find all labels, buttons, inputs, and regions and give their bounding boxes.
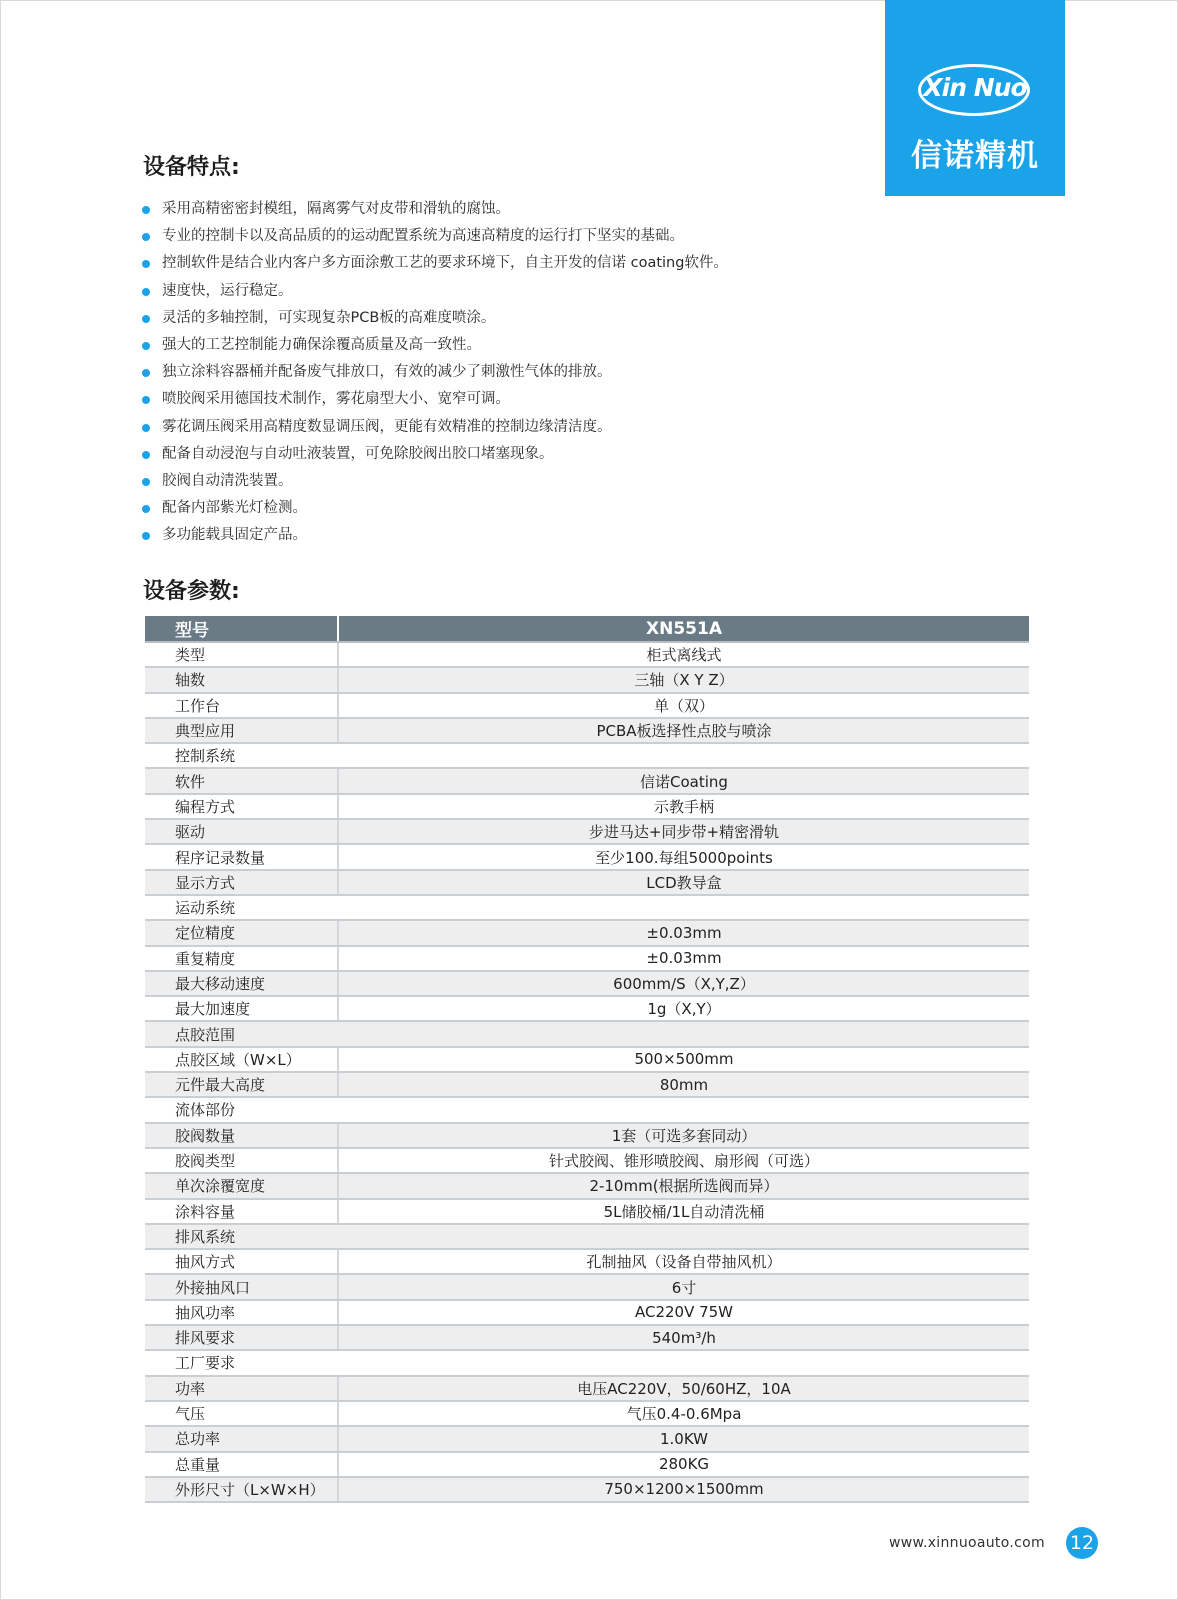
spec-row [145,1325,1029,1350]
bullet-dot-icon [142,315,150,323]
spec-label: 点胶区域（W×L） [145,1047,338,1072]
spec-value: 2-10mm(根据所选阀而异） [338,1173,1029,1198]
spec-value: ±0.03mm [338,946,1029,971]
spec-value: AC220V 75W [338,1300,1029,1325]
bullet-dot-icon [142,288,150,296]
spec-row [145,667,1029,692]
spec-row [145,794,1029,819]
spec-label: 抽风功率 [145,1300,338,1325]
spec-row [145,1097,1029,1122]
feature-item [142,414,728,441]
spec-label: 单次涂覆宽度 [145,1173,338,1198]
spec-row [145,743,1029,768]
feature-text: 独立涂料容器桶并配备废气排放口，有效的减少了刺激性气体的排放。 [162,364,612,381]
spec-label: 总功率 [145,1426,338,1451]
bullet-dot-icon [142,369,150,377]
feature-item [142,386,728,413]
spec-row [145,1021,1029,1046]
feature-text: 喷胶阀采用德国技术制作，雾花扇型大小、宽窄可调。 [162,391,510,408]
spec-value: 600mm/S（X,Y,Z） [338,971,1029,996]
spec-row [145,1199,1029,1224]
header-label: 型号 [145,616,338,642]
spec-value: 1套（可选多套同动） [338,1123,1029,1148]
spec-row [145,946,1029,971]
spec-label: 涂料容量 [145,1199,338,1224]
spec-label: 胶阀数量 [145,1123,338,1148]
spec-row [145,920,1029,945]
feature-text: 专业的控制卡以及高品质的的运动配置系统为高速高精度的运行打下坚实的基础。 [162,228,684,245]
spec-row [145,971,1029,996]
spec-label: 运动系统 [145,895,338,920]
spec-value [338,1097,1029,1122]
spec-label: 软件 [145,768,338,793]
feature-text: 采用高精密密封模组，隔离雾气对皮带和滑轨的腐蚀。 [162,201,510,217]
bullet-dot-icon [142,233,150,241]
feature-item [142,278,728,305]
spec-row [145,870,1029,895]
spec-row [145,1249,1029,1274]
spec-row [145,1123,1029,1148]
spec-value: 1g（X,Y） [338,996,1029,1021]
spec-label: 编程方式 [145,794,338,819]
spec-label: 轴数 [145,667,338,692]
spec-row [145,1300,1029,1325]
spec-row [145,1224,1029,1249]
bullet-dot-icon [142,424,150,432]
bullet-dot-icon [142,206,150,214]
specs-title: 设备参数: [143,579,240,604]
spec-label: 抽风方式 [145,1249,338,1274]
spec-value: 500×500mm [338,1047,1029,1072]
spec-label: 最大加速度 [145,996,338,1021]
logo-chinese-text: 信诺精机 [911,138,1039,174]
spec-value: 柜式离线式 [338,642,1029,667]
feature-text: 控制软件是结合业内客户多方面涂敷工艺的要求环境下，自主开发的信诺 coating软件。 [162,255,728,272]
spec-row [145,1452,1029,1477]
spec-value: 三轴（X Y Z） [338,667,1029,692]
spec-value [338,1224,1029,1249]
spec-label: 排风要求 [145,1325,338,1350]
feature-text: 配备内部紫光灯检测。 [162,500,307,517]
spec-label: 外接抽风口 [145,1274,338,1299]
spec-value [338,743,1029,768]
footer-url: www.xinnuoauto.com [889,1535,1045,1551]
spec-row [145,1477,1029,1502]
spec-value [338,1021,1029,1046]
header-model: XN551A [338,616,1029,642]
spec-label: 最大移动速度 [145,971,338,996]
feature-item [142,468,728,495]
spec-label: 胶阀类型 [145,1148,338,1173]
spec-label: 排风系统 [145,1224,338,1249]
spec-row [145,1426,1029,1451]
spec-label: 显示方式 [145,870,338,895]
spec-label: 外形尺寸（L×W×H） [145,1477,338,1502]
spec-label: 定位精度 [145,920,338,945]
spec-value: 孔制抽风（设备自带抽风机） [338,1249,1029,1274]
spec-value: 电压AC220V，50/60HZ，10A [338,1376,1029,1401]
feature-item [142,223,728,250]
bullet-dot-icon [142,505,150,513]
feature-item [142,332,728,359]
spec-row [145,1148,1029,1173]
spec-label: 类型 [145,642,338,667]
brand-logo [885,0,1065,196]
bullet-dot-icon [142,532,150,540]
spec-row [145,1274,1029,1299]
spec-label: 总重量 [145,1452,338,1477]
spec-value: 单（双） [338,693,1029,718]
feature-text: 强大的工艺控制能力确保涂覆高质量及高一致性。 [162,336,481,353]
spec-table-header [145,616,1029,642]
spec-row [145,1173,1029,1198]
spec-row [145,1047,1029,1072]
feature-text: 胶阀自动清洗装置。 [162,472,293,489]
spec-value: ±0.03mm [338,920,1029,945]
feature-text: 速度快，运行稳定。 [162,282,293,299]
spec-row [145,768,1029,793]
spec-table [145,616,1029,1503]
page-number: 12 [1066,1527,1098,1559]
spec-row [145,1350,1029,1375]
feature-item [142,441,728,468]
logo-latin-text: Xin Nuo [923,73,1027,102]
spec-label: 元件最大高度 [145,1072,338,1097]
spec-label: 重复精度 [145,946,338,971]
spec-value: 步进马达+同步带+精密滑轨 [338,819,1029,844]
spec-value: 6寸 [338,1274,1029,1299]
spec-value: 示教手柄 [338,794,1029,819]
feature-item [142,522,728,549]
spec-value: 750×1200×1500mm [338,1477,1029,1502]
spec-row [145,895,1029,920]
features-title: 设备特点: [143,155,240,180]
bullet-dot-icon [142,451,150,459]
feature-list [142,196,728,549]
spec-label: 典型应用 [145,718,338,743]
spec-value [338,1350,1029,1375]
spec-value: PCBA板选择性点胶与喷涂 [338,718,1029,743]
spec-row [145,1401,1029,1426]
spec-value: 80mm [338,1072,1029,1097]
feature-item [142,359,728,386]
spec-row [145,1072,1029,1097]
spec-label: 流体部份 [145,1097,338,1122]
spec-label: 点胶范围 [145,1021,338,1046]
feature-text: 多功能载具固定产品。 [162,527,307,544]
spec-value [338,895,1029,920]
spec-value: 针式胶阀、锥形喷胶阀、扇形阀（可选） [338,1148,1029,1173]
feature-text: 灵活的多轴控制，可实现复杂PCB板的高难度喷涂。 [162,309,496,326]
spec-row [145,718,1029,743]
feature-text: 配备自动浸泡与自动吐液装置，可免除胶阀出胶口堵塞现象。 [162,445,554,462]
spec-row [145,1376,1029,1401]
spec-row [145,996,1029,1021]
bullet-dot-icon [142,342,150,350]
spec-value: 气压0.4-0.6Mpa [338,1401,1029,1426]
bullet-dot-icon [142,260,150,268]
spec-value: 至少100.每组5000points [338,844,1029,869]
spec-label: 气压 [145,1401,338,1426]
feature-item [142,305,728,332]
spec-label: 功率 [145,1376,338,1401]
spec-value: LCD教导盒 [338,870,1029,895]
spec-label: 驱动 [145,819,338,844]
feature-item [142,196,728,223]
spec-row [145,819,1029,844]
spec-label: 工作台 [145,693,338,718]
spec-value: 5L储胶桶/1L自动清洗桶 [338,1199,1029,1224]
spec-row [145,844,1029,869]
feature-item [142,495,728,522]
bullet-dot-icon [142,478,150,486]
spec-value: 信诺Coating [338,768,1029,793]
spec-row [145,642,1029,667]
spec-row [145,693,1029,718]
feature-text: 雾花调压阀采用高精度数显调压阀，更能有效精准的控制边缘清洁度。 [162,418,612,435]
spec-label: 程序记录数量 [145,844,338,869]
spec-value: 540m³/h [338,1325,1029,1350]
bullet-dot-icon [142,396,150,404]
feature-item [142,250,728,277]
spec-value: 1.0KW [338,1426,1029,1451]
spec-label: 工厂要求 [145,1350,338,1375]
spec-value: 280KG [338,1452,1029,1477]
spec-label: 控制系统 [145,743,338,768]
